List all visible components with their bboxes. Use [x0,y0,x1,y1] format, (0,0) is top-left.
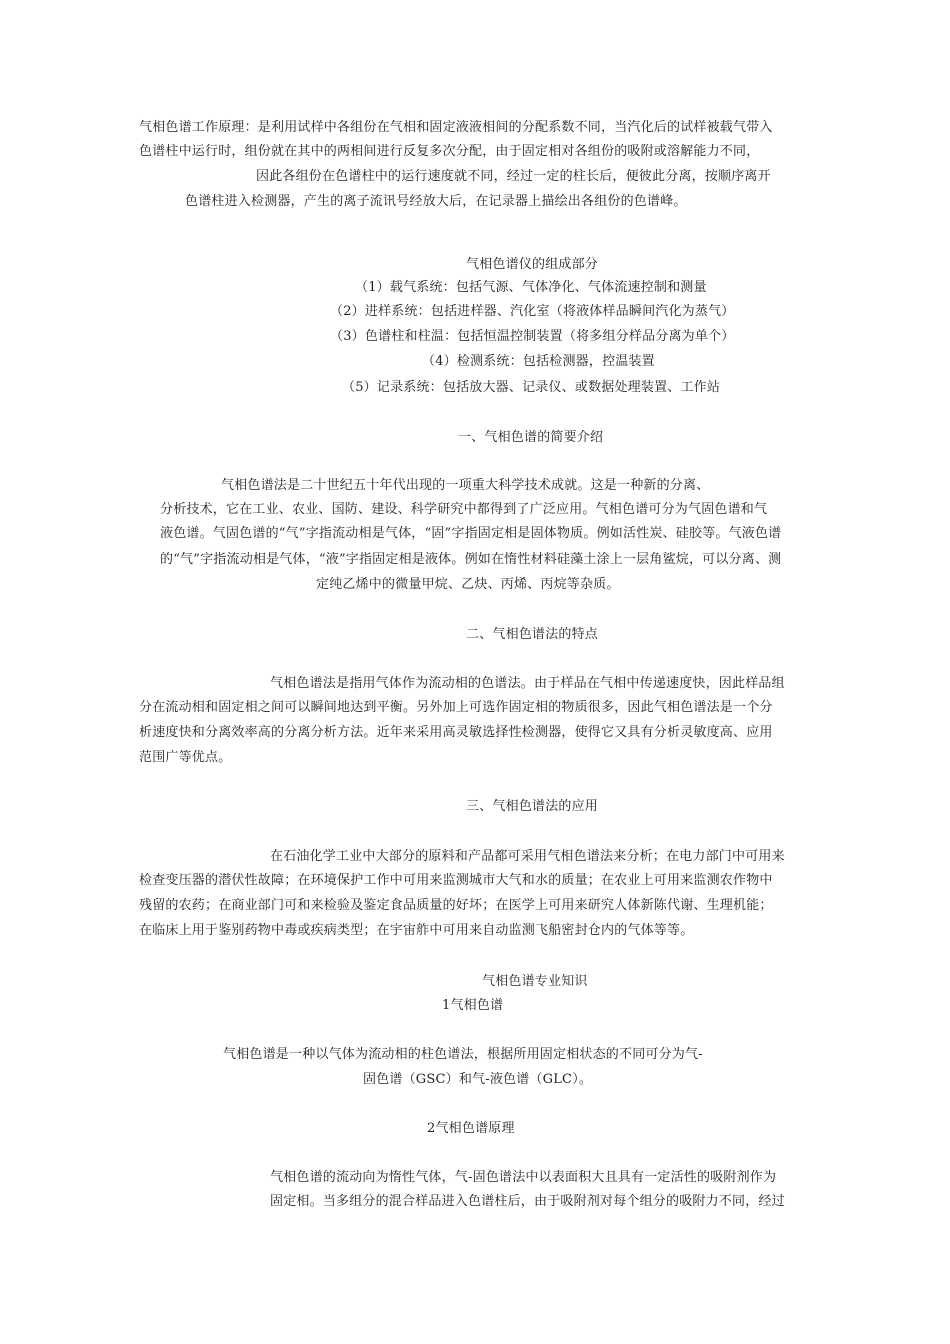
professional-sub1-line-2: 固色谱（GSC）和气-液色谱（GLC）。 [363,1072,593,1087]
section3-line-2: 检查变压器的潜伏性故障；在环境保护工作中可用来监测城市大气和水的质量；在农业上可用来监测农作物中 [139,873,773,888]
section2-line-2: 分在流动相和固定相之间可以瞬间地达到平衡。另外加上可选作固定相的物质很多，因此气相色谱法是一个分 [139,700,773,715]
section1-line-1: 气相色谱法是二十世纪五十年代出现的一项重大科学技术成就。这是一种新的分离、 [221,478,710,493]
section2-line-3: 析速度快和分离效率高的分离分析方法。近年来采用高灵敏选择性检测器，使得它又具有分析灵敏度高、应用 [139,725,773,740]
section1-line-4: 的“气”字指流动相是气体，“液”字指固定相是液体。例如在惰性材料硅藻土涂上一层角鲨烷，可以分离、测 [160,552,782,567]
component-item-5: （5）记录系统：包括放大器、记录仪、或数据处理装置、工作站 [342,380,721,395]
component-item-4: （4）检测系统：包括检测器，控温装置 [422,354,655,369]
professional-sub1-line-1: 气相色谱是一种以气体为流动相的柱色谱法，根据所用固定相状态的不同可分为气- [223,1047,703,1062]
section3-line-1: 在石油化学工业中大部分的原料和产品都可采用气相色谱法来分析；在电力部门中可用来 [270,849,785,864]
intro-line-4: 色谱柱进入检测器，产生的离子流讯号经放大后，在记录器上描绘出各组份的色谱峰。 [185,194,687,209]
intro-line-2: 色谱柱中运行时，组份就在其中的两相间进行反复多次分配，由于固定相对各组份的吸附或溶解能力不同， [139,144,760,159]
section1-title: 一、气相色谱的简要介绍 [458,430,604,445]
professional-sub2-line-2: 固定相。当多组分的混合样品进入色谱柱后，由于吸附剂对每个组分的吸附力不同，经过 [270,1194,785,1209]
section3-title: 三、气相色谱法的应用 [466,799,599,814]
section1-line-5: 定纯乙烯中的微量甲烷、乙炔、丙烯、丙烷等杂质。 [316,577,620,592]
professional-sub2-title: 2气相色谱原理 [427,1121,515,1136]
professional-sub1-title: 1气相色谱 [442,998,504,1013]
intro-line-3: 因此各组份在色谱柱中的运行速度就不同，经过一定的柱长后，便彼此分离，按顺序离开 [256,169,771,184]
intro-line-1: 气相色谱工作原理：是利用试样中各组份在气相和固定液液相间的分配系数不同，当汽化后的试样被载气带入 [139,120,773,135]
section2-title: 二、气相色谱法的特点 [466,627,599,642]
section1-line-2: 分析技术，它在工业、农业、国防、建设、科学研究中都得到了广泛应用。气相色谱可分为气固色谱和气 [160,502,768,517]
section2-line-1: 气相色谱法是指用气体作为流动相的色谱法。由于样品在气相中传递速度快，因此样品组 [270,676,785,691]
component-item-3: （3）色谱柱和柱温：包括恒温控制装置（将多组分样品分离为单个） [330,329,735,344]
components-title: 气相色谱仪的组成部分 [466,257,599,272]
professional-title: 气相色谱专业知识 [482,974,588,989]
section1-line-3: 液色谱。气固色谱的“气”字指流动相是气体，“固”字指固定相是固体物质。例如活性炭、硅胶等。气液色谱 [160,526,782,541]
section2-line-4: 范围广等优点。 [139,750,232,765]
section3-line-4: 在临床上用于鉴别药物中毒或疾病类型；在宇宙舴中可用来自动监测飞船密封仓内的气体等等。 [139,923,694,938]
professional-sub2-line-1: 气相色谱的流动向为惰性气体，气-固色谱法中以表面积大且具有一定活性的吸附剂作为 [270,1170,777,1185]
section3-line-3: 残留的农药；在商业部门可和来检验及鉴定食品质量的好坏；在医学上可用来研究人体新陈代谢、生理机能； [139,898,773,913]
component-item-1: （1）载气系统：包括气源、气体净化、气体流速控制和测量 [355,280,707,295]
component-item-2: （2）进样系统：包括进样器、汽化室（将液体样品瞬间汽化为蒸气） [330,304,735,319]
